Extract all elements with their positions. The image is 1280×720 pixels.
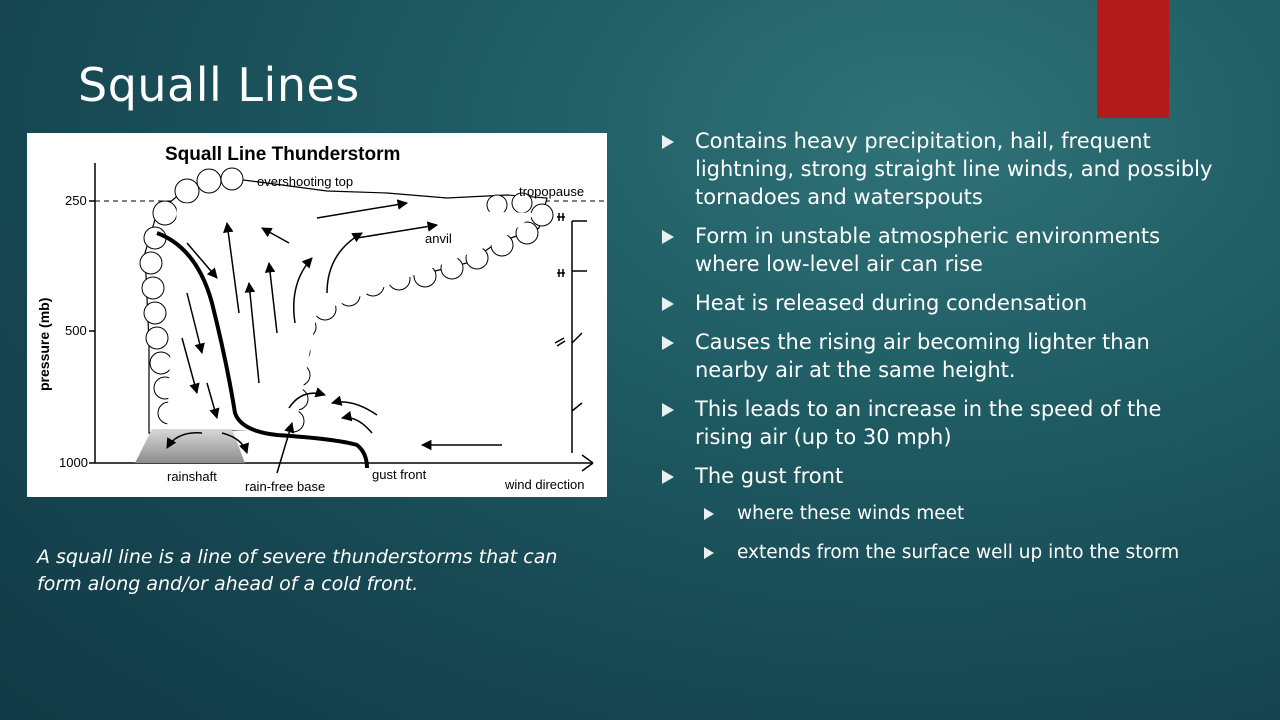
y-tick-label: 1000 bbox=[59, 455, 88, 470]
bullet-arrow-icon bbox=[704, 547, 714, 559]
bullet-arrow-icon bbox=[704, 508, 714, 520]
bullet-list bbox=[662, 127, 1222, 579]
sub-bullet-item bbox=[704, 501, 1222, 526]
bullet-item bbox=[662, 222, 1222, 278]
bullet-text: Form in unstable atmospheric environments where low-level air can rise bbox=[695, 224, 1161, 276]
y-tick-label: 500 bbox=[65, 323, 87, 338]
bullet-text: Causes the rising air becoming lighter than nearby air at the same height. bbox=[695, 330, 1150, 382]
accent-tab bbox=[1097, 0, 1169, 118]
bullet-arrow-icon bbox=[662, 135, 674, 149]
bullet-item bbox=[662, 289, 1222, 317]
rain-free-base-label: rain-free base bbox=[245, 479, 326, 494]
x-axis-tip bbox=[582, 455, 593, 463]
y-axis-label: pressure (mb) bbox=[36, 297, 52, 391]
rainshaft-shading bbox=[135, 429, 245, 463]
anvil-label: anvil bbox=[425, 231, 452, 246]
rainshaft-label: rainshaft bbox=[167, 469, 217, 484]
diagram-svg bbox=[27, 133, 607, 497]
sub-bullet-text: extends from the surface well up into the storm bbox=[737, 542, 1180, 563]
bullet-text: Heat is released during condensation bbox=[695, 291, 1088, 315]
bullet-item bbox=[662, 462, 1222, 490]
gust-front-label: gust front bbox=[372, 467, 427, 482]
wind-direction-label: wind direction bbox=[505, 477, 585, 492]
diagram-heading: Squall Line Thunderstorm bbox=[165, 144, 401, 165]
bullet-text: Contains heavy precipitation, hail, frequent lightning, strong straight line winds, and possibly tornadoes and waterspouts bbox=[695, 129, 1213, 209]
bullet-text: This leads to an increase in the speed of the rising air (up to 30 mph) bbox=[695, 397, 1162, 449]
bullet-arrow-icon bbox=[662, 336, 674, 350]
tropopause-label: tropopause bbox=[519, 184, 585, 199]
squall-line-diagram bbox=[27, 133, 607, 497]
overshooting-top-label: overshooting top bbox=[257, 174, 354, 189]
slide-title: Squall Lines bbox=[78, 58, 360, 112]
bullet-item bbox=[662, 395, 1222, 451]
x-axis-tip bbox=[582, 463, 593, 471]
bullet-arrow-icon bbox=[662, 470, 674, 484]
bullet-item bbox=[662, 127, 1222, 211]
y-tick-label: 250 bbox=[65, 193, 87, 208]
bullet-arrow-icon bbox=[662, 230, 674, 244]
storm-cloud bbox=[140, 168, 553, 433]
bullet-text: The gust front bbox=[695, 464, 844, 488]
sub-bullet-text: where these winds meet bbox=[737, 503, 965, 524]
bullet-arrow-icon bbox=[662, 403, 674, 417]
sub-bullet-item bbox=[704, 540, 1222, 565]
wind-profile bbox=[555, 213, 587, 453]
bullet-arrow-icon bbox=[662, 297, 674, 311]
bullet-item bbox=[662, 328, 1222, 384]
figure-caption: A squall line is a line of severe thunderstorms that can form along and/or ahead of a cold front. bbox=[37, 546, 558, 595]
